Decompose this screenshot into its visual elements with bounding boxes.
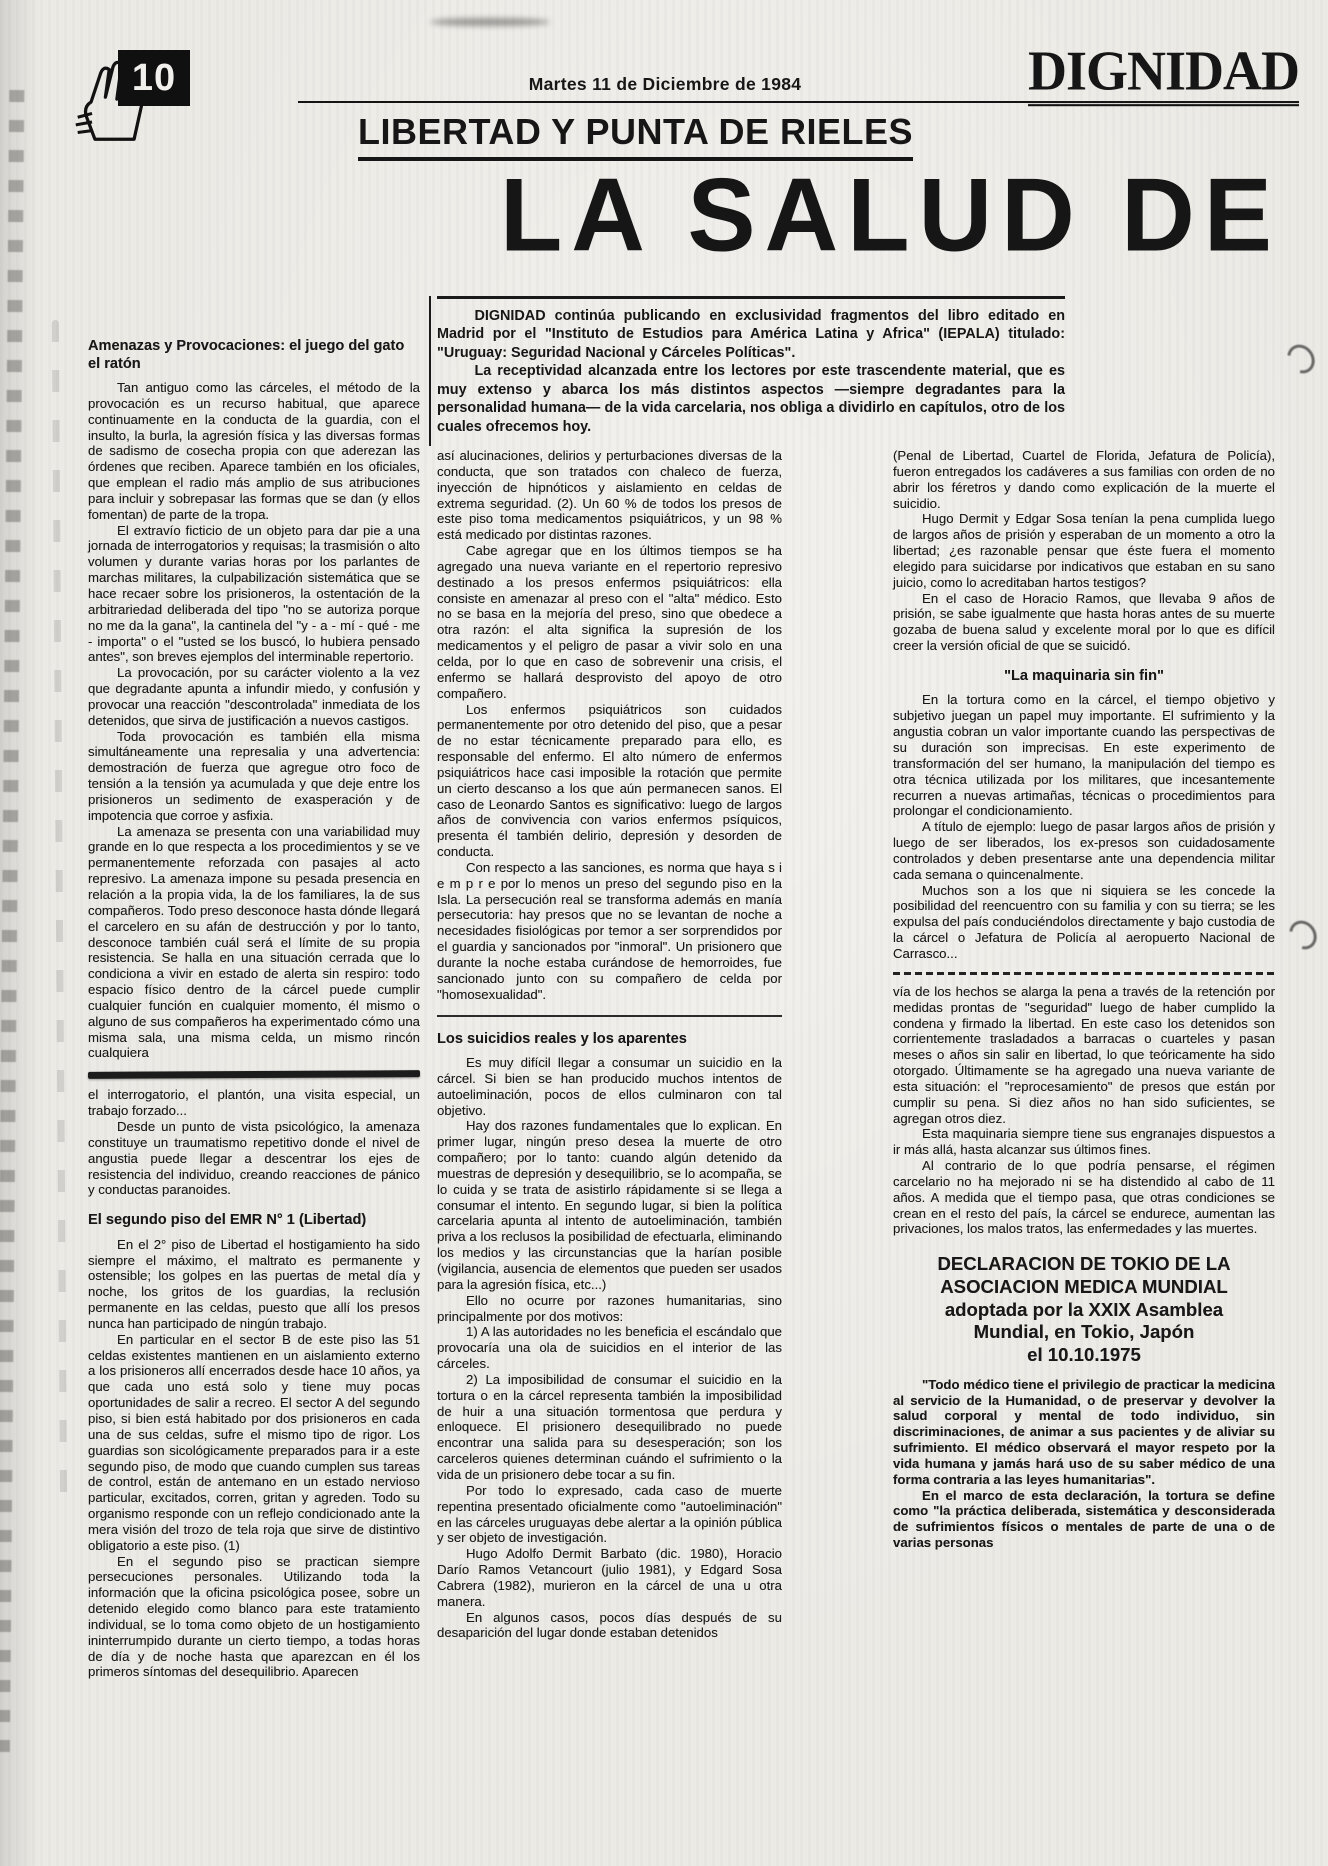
paragraph: En la tortura como en la cárcel, el tiempo objetivo y subjetivo juegan un papel muy importante. El sufrimiento y la angustia cobran un valor importante cuando las perspectivas de su duración son imprecisas. En este experimento de transformación del ser humano, la manipulación del tiempo es otra técnica utilizada por los militares, que incesantemente recurren a nuevas artimañas, técnicas o procedimientos para prolongar el condicionamiento. (893, 692, 1275, 819)
left-column (88, 338, 420, 1680)
paragraph: Hay dos razones fundamentales que lo explican. En primer lugar, ningún preso desea la muerte de otro compañero; por lo tanto: cuando algún detenido da muestras de depresión y desequilibrio, se lo acompaña, se lo cuida y se trata de asistirlo rápidamente si se llega a consumar el intento. En segundo lugar, si bien la política carcelaria apunta al intento de autoeliminación, también priva a los reclusos la posibilidad de efectuarla, eliminando los medios y las circunstancias que la harían posible (vigilancia, ausencia de elementos que pueden ser usados para la agresión física, etc...) (437, 1118, 782, 1292)
paragraph: Desde un punto de vista psicológico, la amenaza constituye un traumatismo repetitivo donde el nivel de angustia puede llegar a descentrar los ejes de resistencia del individuo, creando reacciones de pánico y conductas paranoides. (88, 1118, 420, 1198)
section-heading-maquinaria: "La maquinaria sin fin" (1004, 667, 1164, 684)
paragraph: "Todo médico tiene el privilegio de practicar la medicina al servicio de la Humanidad, o de preservar y devolver la salud corporal y mental de todo individuo, sin discriminaciones, de animar a sus pacientes y de aliviar su sufrimiento. El médico observará el mayor respeto por la vida humana y jamás hará uso de su saber médico de una forma contraria a las leyes humanitarias". (893, 1376, 1275, 1487)
paragraph: Con respecto a las sanciones, es norma que haya s i e m p r e por lo menos un preso del segundo piso en la Isla. La persecución real se transforma además en manía persecutoria: hay presos que no se levantan de noche a necesidades fisiológicas por temor a ser sorprendidos por el guardia y sancionados por "inmoral". Un prisionero que durante la noche estaba curándose de hemorroides, fue sancionado junto con su compañero de celda por "homosexualidad". (437, 859, 782, 1002)
paragraph: Cabe agregar que en los últimos tiempos se ha agregado una nueva variante en el repertorio represivo destinado a los presos enfermos psiquiátricos: ella consiste en amenazar al preso con el "alta" médico. Esto no se basa en la mejoría del preso, sino que obedece a otra razón: el alta significa la supresión de los medicamentos y el peligro de pasar a vivir solo en una celda, por lo que en caso de sobrevenir una crisis, el enfermo se hallará desprovisto del apoyo de otro compañero. (437, 543, 782, 701)
section-heading-segundo-piso: El segundo piso del EMR N° 1 (Libertad) (88, 1212, 367, 1229)
intro-left-rule (429, 296, 431, 446)
heading-line: Mundial, en Tokio, Japón (973, 1321, 1195, 1343)
paragraph: La amenaza se presenta con una variabilidad muy grande en lo que respecta a los procedimientos y se ve permanentemente reforzada con pasajes al acto represivo. La amenaza impone su pesada presencia en relación a la propia vida, la de los familiares, la de sus compañeros. Todo preso desconoce hasta dónde llegará el carcelero en su afán de destrucción y por lo tanto, desconoce también cuál será el límite de su propia resistencia. Se halla en una situación cerrada que lo condiciona a vivir en estado de alerta sin respiro: todo espacio físico dentro de la cárcel puede cumplir cualquier función en cualquier momento, él mismo o alguno de sus compañeros ha experimentado cómo una misma sala, una misma celda, un mismo rincón cualquiera (88, 823, 420, 1061)
paragraph: Al contrario de lo que podría pensarse, el régimen carcelario no ha mejorado ni se ha distendido al cabo de 11 años. A medida que el tiempo pasa, que otras condiciones se crean en el resto del país, la cárcel se endurece, aumentan las privaciones, los malos tratos, las enfermedades y las muertes. (893, 1158, 1275, 1237)
intro-paragraph: La receptividad alcanzada entre los lectores por este trascendente material, que es muy extenso y abarca los más distintos aspectos —siempre degradantes para la personalidad humana— de la vida carcelaria, nos obliga a dividirlo en capítulos, otro de los cuales ofrecemos hoy. (437, 363, 1065, 435)
paragraph: A título de ejemplo: luego de pasar largos años de prisión y luego de ser liberados, los ex-presos son cuidadosamente controlados y deben presentarse ante una dependencia militar cada semana o quincenalmente. (893, 819, 1275, 882)
main-headline: LA SALUD DE (500, 156, 1281, 274)
paragraph: Hugo Adolfo Dermit Barbato (dic. 1980), Horacio Darío Ramos Vetancourt (julio 1981), y Edgard Sosa Cabrera (1982), murieron en la cárcel de una u otra manera. (437, 1546, 782, 1609)
paragraph: Tan antiguo como las cárceles, el método de la provocación es un recurso habitual, que aparece continuamente en la conducta de la guardia, con el insulto, la burla, la agresión física y las diversas formas de sadismo de cosecha propia con que aderezan las órdenes que reciben. Aparece también en los oficiales, que emplean el radio más amplio de sus atribuciones para incluir y sobrepasar las formas que se dan (y ellos fomentan) de parte de la tropa. (88, 380, 420, 522)
scan-smudge (430, 18, 550, 26)
paragraph: Esta maquinaria siempre tiene sus engranajes dispuestos a ir más allá, hasta alcanzar sus últimos fines. (893, 1126, 1275, 1158)
section-heading-suicidios: Los suicidios reales y los aparentes (437, 1030, 687, 1047)
paragraph: 1) A las autoridades no les beneficia el escándalo que provocaría una ola de suicidios en el interior de las cárceles. (437, 1324, 782, 1372)
section-divider (437, 1015, 782, 1017)
paragraph: Es muy difícil llegar a consumar un suicidio en la cárcel. Si bien se han producido muchos intentos de autoeliminación, pocos de ellos culminaron con tal objetivo. (437, 1055, 782, 1118)
header-rule (298, 101, 1030, 103)
paragraph: así alucinaciones, delirios y perturbaciones diversas de la conducta, que son tratados con chaleco de fuerza, inyección de hipnóticos y aislamiento en celdas de extrema seguridad. (2). Un 60 % de todos los presos de este piso toma medicamentos psiquiátricos, y un 98 % está medicado por distintas razones. (437, 448, 782, 543)
paragraph: En algunos casos, pocos días después de su desaparición del lugar donde estaban detenidos (437, 1609, 782, 1641)
margin-scribble (52, 320, 67, 1520)
paragraph: el interrogatorio, el plantón, una visita especial, un trabajo forzado... (88, 1087, 420, 1119)
paragraph: Ello no ocurre por razones humanitarias, sino principalmente por dos motivos: (437, 1292, 782, 1324)
section-heading-amenazas: Amenazas y Provocaciones: el juego del gato el ratón (88, 338, 405, 372)
paragraph: En el marco de esta declaración, la tortura se define como "la práctica deliberada, sistemática y desconsiderada de sufrimientos físicos o mentales de parte de una o de varias personas (893, 1487, 1275, 1551)
section-divider (88, 1070, 420, 1079)
paragraph: La provocación, por su carácter violento a la vez que degradante apunta a infundir miedo, y confusión y provocar una reacción "descontrolada" inmediata de los detenidos, que sirva de justificación a nuevos castigos. (88, 665, 420, 728)
paragraph: Los enfermos psiquiátricos son cuidados permanentemente por otro detenido del piso, que a pesar de no estar técnicamente preparado para ello, es responsable del enfermo. El alto número de enfermos psiquiátricos hace casi imposible la rotación que permite un cierto descanso a los que aún permanecen sanos. El caso de Leonardo Santos es significativo: luego de largos años de convivencia con varios enfermos psíquicos, presenta él también delirio, depresión y desorden de conducta. (437, 701, 782, 860)
right-column (893, 448, 1275, 1551)
heading-line: el 10.10.1975 (1027, 1344, 1141, 1365)
issue-date: Martes 11 de Diciembre de 1984 (528, 74, 802, 94)
paragraph: En el 2° piso de Libertad el hostigamiento ha sido siempre el máximo, el maltrato es permanente y ostensible; los golpes en las puertas de metal día y noche, los gritos de los guardias, la reclusión permanente en las celdas, puesto que allí los presos nunca han participado de ningún trabajo. (88, 1236, 420, 1331)
scan-mark (1284, 915, 1323, 954)
paragraph: vía de los hechos se alarga la pena a través de la retención por medidas prontas de "seguridad" luego de haber cumplido la condena y firmado la libertad. En este caso los detenidos son corrientemente trasladados a barracas o cuarteles y pasan meses o años sin salir en libertad, lo que teóricamente ha sido otorgado. Últimamente se ha agregado una nueva variante de esta situación: el "reprocesamiento" de presos que están por cumplir su pena. Si diez años no han sido suficientes, se agregan otros diez. (893, 983, 1275, 1126)
paragraph: Hugo Dermit y Edgar Sosa tenían la pena cumplida luego de largos años de prisión y esperaban de un momento a otro la libertad; ¿es razonable pensar que éste fuera el momento elegido para suicidarse por indicativos que estaban en su sano juicio, como lo acreditaban hartos testigos? (893, 511, 1275, 590)
kicker-headline: LIBERTAD Y PUNTA DE RIELES (358, 112, 913, 161)
intro-box (437, 296, 1065, 436)
paragraph: (Penal de Libertad, Cuartel de Florida, Jefatura de Policía), fueron entregados los cadáveres a sus familias con orden de no abrir los féretros y dando como explicación de la muerte el suicidio. (893, 448, 1275, 511)
middle-column (437, 448, 782, 1641)
paragraph: 2) La imposibilidad de consumar el suicidio en la tortura o en la cárcel representa también la imposibilidad de huir a una situación tormentosa que perdura y enloquece. El prisionero desequilibrado no puede encontrar una salida para su desesperación; son los carceleros quienes determinan cuándo el sufrimiento o la vida de un prisionero debe tocar a su fin. (437, 1371, 782, 1482)
paragraph: En particular en el sector B de este piso las 51 celdas existentes mantienen en un aislamiento externo a los prisioneros allí encerrados desde hace 10 años, ya que cada uno está solo y tiene muy pocas oportunidades de salir a recreo. El sector A del segundo piso, si bien está habitado por dos prisioneros en cada una de sus celdas, sufre el mismo tipo de rigor. Los guardias son sicológicamente preparados para ir a este segundo piso, de modo que cuando cumplen sus tareas de control, están de antemano en un estado nervioso particular, excitados, corren, gritan y agreden. Todo su organismo responde con un reflejo condicionado ante la mera visión del trozo de tela roja que sirve de distintivo obligatorio a este piso. (1) (88, 1331, 420, 1553)
paragraph: Muchos son a los que ni siquiera se les concede la posibilidad del reencuentro con su familia y con su tierra; se les expulsa del país conduciéndolos directamente y bajo custodia de la cárcel o Jefatura de Policía al aeropuerto Nacional de Carrasco... (893, 882, 1275, 961)
film-sprocket-marks (0, 90, 24, 1770)
heading-line: ASOCIACION MEDICA MUNDIAL (940, 1275, 1228, 1297)
heading-line: adoptada por la XXIX Asamblea (944, 1298, 1224, 1320)
scan-mark (1282, 339, 1321, 378)
paragraph: En el caso de Horacio Ramos, que llevaba 9 años de prisión, se sabe igualmente que hasta horas antes de su muerte gozaba de buena salud y excelente moral por lo que es difícil creer la versión oficial de que se suicidó. (893, 590, 1275, 654)
paragraph: Toda provocación es también ella misma simultáneamente una represalia y una advertencia: demostración de fuerza que agregue otro foco de tensión a la tensión ya acumulada y que deje entre los prisioneros un sedimento de exasperación y de impotencia que corroe y asfixia. (88, 728, 420, 823)
paragraph: En el segundo piso se practican siempre persecuciones personales. Utilizando toda la información que la oficina psicológica posee, sobre un detenido elegido como blanco para este tratamiento individual, se lo toma como objeto de un hostigamiento ininterrumpido durante un cierto tiempo, a todas horas de día y de noche hasta que aparezcan en él los primeros síntomas del desequilibrio. Aparecen (88, 1553, 420, 1680)
section-divider (893, 972, 1275, 975)
heading-line: DECLARACION DE TOKIO DE LA (937, 1253, 1231, 1275)
intro-paragraph: DIGNIDAD continúa publicando en exclusividad fragmentos del libro editado en Madrid por el "Instituto de Estudios para América Latina y Africa" (IEPALA) titulado: "Uruguay: Seguridad Nacional y Cárceles Políticas". (437, 308, 1065, 361)
paragraph: El extravío ficticio de un objeto para dar pie a una jornada de interrogatorios y requisas; la trasmisión o alto volumen y durante varias horas por los parlantes de marchas militares, la culpabilización sistemática que se hace recaer sobre los prisioneros, la ostentación de la arbitrariedad deliberada del tipo "no se autoriza porque no me da la gana", la cantinela del "y - a - mí - qué - me - importa" o el "usted se los buscó, lo hubiera pensado antes", son breves ejemplos del interminable repertorio. (88, 522, 420, 665)
paragraph: Por todo lo expresado, cada caso de muerte repentina presentado oficialmente como "autoeliminación" en las cárceles uruguayas debe alertar a la opinión pública y ser objeto de investigación. (437, 1482, 782, 1546)
page-number: 10 (118, 50, 190, 106)
masthead-logo: DIGNIDAD (1028, 43, 1299, 106)
tokyo-declaration-heading (893, 1253, 1275, 1366)
